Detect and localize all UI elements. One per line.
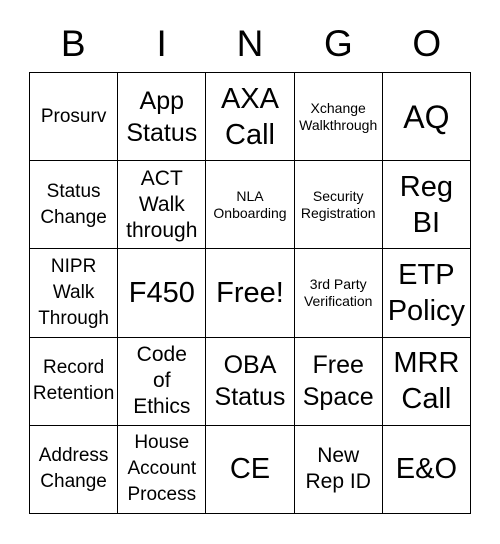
bingo-cell[interactable] xyxy=(118,426,206,514)
header-letter-b: B xyxy=(60,23,86,64)
bingo-cell-label: App Status xyxy=(126,86,198,147)
bingo-cell-label: House Account Process xyxy=(127,432,197,506)
bingo-cell-label: Security Registration xyxy=(300,187,376,221)
bingo-cell-label: 3rd Party Verification xyxy=(303,275,373,309)
bingo-cell[interactable] xyxy=(30,338,118,426)
header-letter-n: N xyxy=(236,23,264,64)
bingo-cell-label: E&O xyxy=(395,453,458,486)
bingo-cell-label: MRR Call xyxy=(393,347,460,416)
header-letter-i: I xyxy=(156,23,167,64)
bingo-cell-label: AXA Call xyxy=(220,82,279,151)
bingo-cell-label: Address Change xyxy=(38,445,109,493)
bingo-cell-label: Reg BI xyxy=(399,170,453,239)
bingo-cell[interactable] xyxy=(206,161,294,249)
bingo-cell[interactable] xyxy=(118,249,206,337)
bingo-cell[interactable] xyxy=(206,338,294,426)
bingo-cell[interactable] xyxy=(206,73,294,161)
header-letter-g: G xyxy=(323,23,353,64)
bingo-cell-label: ETP Policy xyxy=(387,258,466,327)
bingo-cell-label: AQ xyxy=(403,98,450,135)
header-letter-o: O xyxy=(412,23,442,64)
bingo-cell[interactable] xyxy=(118,161,206,249)
bingo-cell-label: NIPR Walk Through xyxy=(38,255,109,329)
bingo-cell-label: F450 xyxy=(128,276,195,309)
bingo-cell-label: Free Space xyxy=(302,351,374,412)
bingo-cell[interactable] xyxy=(295,249,383,337)
bingo-cell[interactable] xyxy=(30,426,118,514)
bingo-cell[interactable] xyxy=(295,161,383,249)
bingo-cell[interactable] xyxy=(295,338,383,426)
bingo-cell[interactable] xyxy=(383,73,471,161)
bingo-cell[interactable] xyxy=(206,426,294,514)
bingo-cell-label: ACT Walk through xyxy=(126,166,198,242)
bingo-cell[interactable] xyxy=(118,338,206,426)
bingo-cell[interactable] xyxy=(30,73,118,161)
bingo-cell-label: NLA Onboarding xyxy=(213,187,287,221)
bingo-cell[interactable] xyxy=(383,249,471,337)
bingo-cell-label: Xchange Walkthrough xyxy=(299,99,378,133)
bingo-card-grid xyxy=(29,72,471,514)
bingo-cell-label: Record Retention xyxy=(32,357,115,405)
bingo-cell-label: New Rep ID xyxy=(305,444,371,494)
bingo-cell[interactable] xyxy=(295,426,383,514)
bingo-free-cell[interactable] xyxy=(206,249,294,337)
bingo-cell[interactable] xyxy=(30,249,118,337)
bingo-cell[interactable] xyxy=(118,73,206,161)
bingo-cell-label: Status Change xyxy=(40,180,107,228)
bingo-header xyxy=(29,18,471,70)
bingo-cell[interactable] xyxy=(383,426,471,514)
bingo-cell-label: Prosurv xyxy=(40,105,107,127)
bingo-cell-label: CE xyxy=(229,453,271,486)
bingo-cell[interactable] xyxy=(383,161,471,249)
bingo-cell-label: Free! xyxy=(216,276,284,309)
bingo-cell[interactable] xyxy=(383,338,471,426)
bingo-cell-label: Code of Ethics xyxy=(133,343,191,419)
bingo-cell[interactable] xyxy=(295,73,383,161)
bingo-cell[interactable] xyxy=(30,161,118,249)
bingo-cell-label: OBA Status xyxy=(214,351,286,412)
